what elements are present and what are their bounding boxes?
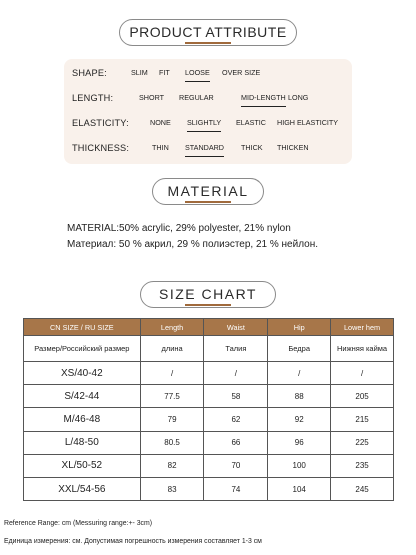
measure-cell: 205 [331,385,394,408]
measure-cell: 82 [140,454,204,477]
product-attribute-heading: PRODUCT ATTRIBUTE [119,19,297,46]
column-header: CN SIZE / RU SIZE [24,319,141,336]
measure-cell: 245 [331,477,394,500]
table-row [24,477,394,500]
attribute-option: THICKEN [277,143,309,152]
attribute-option: THICK [241,143,263,152]
measure-cell: 83 [140,477,204,500]
attribute-panel [64,59,352,164]
attribute-option: THIN [152,143,169,152]
measure-cell: 79 [140,408,204,431]
ru-column-header: Талия [204,336,268,362]
table-row [24,454,394,477]
footer-russian: Единица измерения: см. Допустимая погрешность измерения составляет 1-3 см [4,538,262,545]
ru-column-header: длина [140,336,204,362]
attribute-row [72,141,347,155]
footer-english: Reference Range: cm (Messuring range:+- 3cm) [4,520,153,527]
material-heading: MATERIAL [152,178,264,205]
attribute-option: HIGH ELASTICITY [277,118,339,127]
size-cell: L/48-50 [24,431,141,454]
measure-cell: / [140,362,204,385]
measure-cell: 77.5 [140,385,204,408]
measure-cell: 100 [268,454,331,477]
attribute-option-selected: SLIGHTLY [187,116,221,130]
attribute-label: SHAPE: [72,68,107,78]
attribute-option-selected: STANDARD [185,141,224,155]
measure-cell: / [204,362,268,385]
material-russian: Материал: 50 % акрил, 29 % полиэстер, 21 % нейлон. [67,239,319,250]
attribute-row [72,116,347,130]
ru-column-header: Бедра [268,336,331,362]
measure-cell: 225 [331,431,394,454]
attribute-label: LENGTH: [72,93,114,103]
table-row [24,385,394,408]
attribute-option-selected: MID-LENGTH [241,91,286,105]
table-ru-header-row [24,336,394,362]
size-cell: S/42-44 [24,385,141,408]
measure-cell: 235 [331,454,394,477]
attribute-option: FIT [159,68,170,77]
column-header: Lower hem [331,319,394,336]
heading-accent-bar [185,201,231,203]
measure-cell: 70 [204,454,268,477]
attribute-label: THICKNESS: [72,143,130,153]
column-header: Waist [204,319,268,336]
column-header: Hip [268,319,331,336]
size-cell: XL/50-52 [24,454,141,477]
measure-cell: / [331,362,394,385]
table-header-row [24,319,394,336]
measure-cell: 58 [204,385,268,408]
attribute-option: LONG [288,93,309,102]
size-cell: XXL/54-56 [24,477,141,500]
attribute-option: ELASTIC [236,118,266,127]
attribute-option: NONE [150,118,171,127]
attribute-label: ELASTICITY: [72,118,129,128]
measure-cell: 74 [204,477,268,500]
size-cell: M/46-48 [24,408,141,431]
table-row [24,408,394,431]
measure-cell: 66 [204,431,268,454]
measure-cell: / [268,362,331,385]
measure-cell: 88 [268,385,331,408]
table-row [24,431,394,454]
heading-accent-bar [185,42,231,44]
measure-cell: 62 [204,408,268,431]
ru-column-header: Нижняя кайма [331,336,394,362]
attribute-option: OVER SIZE [222,68,261,77]
measure-cell: 92 [268,408,331,431]
size-table [23,318,394,501]
attribute-option: SHORT [139,93,165,102]
measure-cell: 215 [331,408,394,431]
attribute-row [72,66,347,80]
attribute-option-selected: LOOSE [185,66,210,80]
size-chart-heading: SIZE CHART [140,281,276,308]
measure-cell: 104 [268,477,331,500]
attribute-row [72,91,347,105]
material-english: MATERIAL:50% acrylic, 29% polyester, 21% nylon [67,223,291,234]
size-cell: XS/40-42 [24,362,141,385]
measure-cell: 80.5 [140,431,204,454]
column-header: Length [140,319,204,336]
measure-cell: 96 [268,431,331,454]
table-row [24,362,394,385]
heading-accent-bar [185,304,231,306]
ru-column-header: Размер/Российский размер [24,336,141,362]
attribute-option: SLIM [131,68,148,77]
attribute-option: REGULAR [179,93,214,102]
